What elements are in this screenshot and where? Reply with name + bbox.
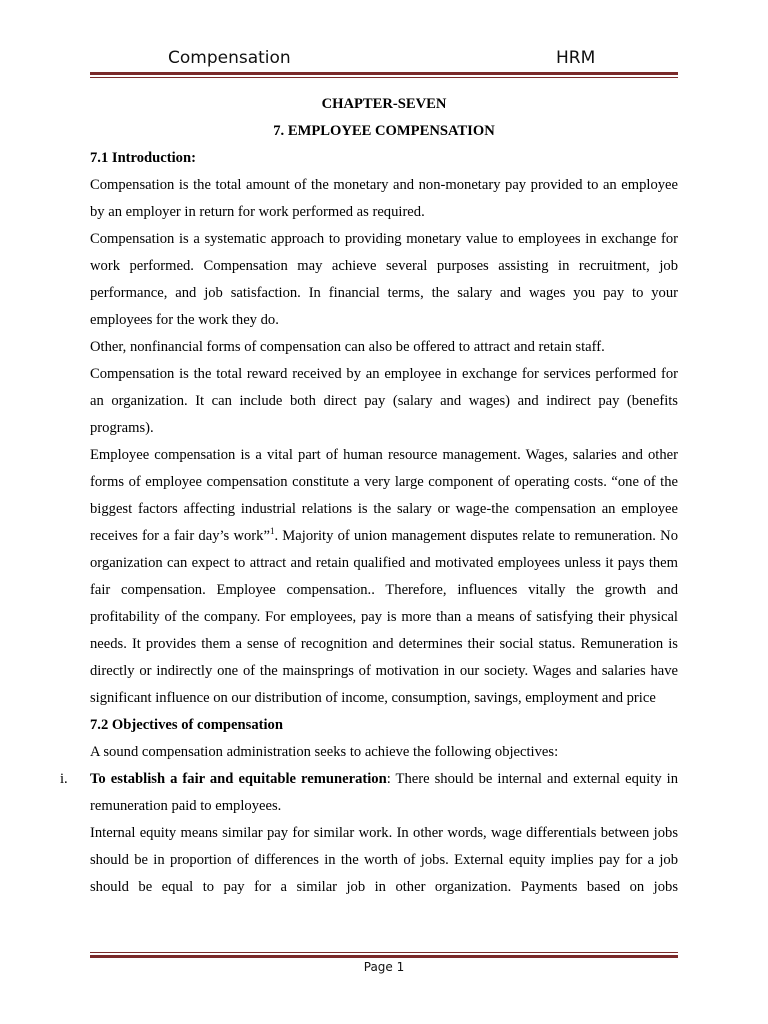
paragraph: Other, nonfinancial forms of compensation can also be offered to attract and retain staff.: [90, 339, 605, 355]
footer-rule-thin: [90, 952, 678, 953]
list-item-text: : There should be internal and external equity in remuneration paid to employees.: [90, 771, 678, 814]
paragraph: Compensation is the total amount of the monetary and non-monetary pay provided to an employee by an employer in return for work performed as required.: [90, 177, 678, 220]
page-body: [60, 91, 678, 901]
paragraph-text: Employee compensation is a vital part of human resource management. Wages, salaries and other forms of employee compensation constitute a very large component of operating costs. “one of the biggest factors affecting industrial relations is the salary or wage-the compensation an employee receives for a fair day’s work”: [90, 447, 678, 544]
header-right-title: HRM: [556, 48, 596, 68]
footer-rule-thick: [90, 955, 678, 958]
chapter-label: CHAPTER-SEVEN: [321, 96, 447, 112]
list-item-title: To establish a fair and equitable remuneration: [90, 771, 387, 787]
footnote-marker: 1: [269, 526, 275, 537]
paragraph: [90, 442, 678, 712]
list-marker: i.: [60, 771, 68, 787]
header-left-title: Compensation: [168, 48, 291, 68]
list-item: [60, 766, 678, 820]
paragraph-text: . Majority of union management disputes relate to remuneration. No organization can expect to attract and retain qualified and motivated employees unless it pays them fair compensation. Employee compensation.. Therefore, influences vitally the growth and profitability of the company. For employees, pay is more than a means of satisfying their physical needs. It provides them a sense of recognition and determines their social status. Remuneration is directly or indirectly one of the mainsprings of motivation in our society. Wages and salaries have significant influence on our distribution of income, consumption, savings, employment and price: [90, 528, 678, 706]
paragraph: Compensation is the total reward received by an employee in exchange for services performed for an organization. It can include both direct pay (salary and wages) and indirect pay (benefits programs).: [90, 366, 678, 436]
section-heading-objectives: 7.2 Objectives of compensation: [90, 717, 283, 733]
paragraph: Internal equity means similar pay for similar work. In other words, wage differentials between jobs should be in proportion of differences in the worth of jobs. External equity implies pay for a job should be equal to pay for a similar job in other organization. Payments based on jobs: [90, 825, 678, 895]
paragraph: A sound compensation administration seeks to achieve the following objectives:: [90, 744, 559, 760]
section-heading-introduction: 7.1 Introduction:: [90, 150, 196, 166]
paragraph: Compensation is a systematic approach to providing monetary value to employees in exchange for work performed. Compensation may achieve several purposes assisting in recruitment, job performance, and job satisfaction. In financial terms, the salary and wages you pay to your employees for the work they do.: [90, 231, 678, 328]
page-number: Page 1: [363, 960, 405, 974]
chapter-title: 7. EMPLOYEE COMPENSATION: [273, 123, 495, 139]
header-rule-thick: [90, 72, 678, 75]
page-header: [90, 48, 678, 72]
header-rule-thin: [90, 77, 678, 78]
